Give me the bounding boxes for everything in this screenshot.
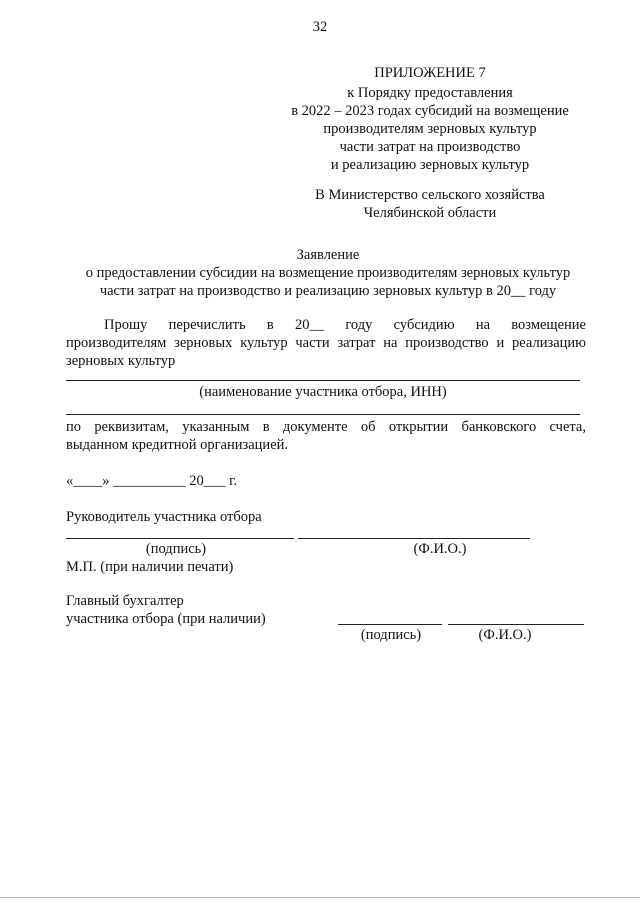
body-text-line: производителям зерновых культур части затрат на производство и реализацию	[66, 335, 586, 351]
appendix-line: части затрат на производство	[339, 139, 521, 155]
appendix-title: ПРИЛОЖЕНИЕ 7	[374, 65, 486, 81]
application-subtitle-line: о предоставлении субсидии на возмещение производителям зерновых культур	[85, 265, 571, 281]
appendix-line: в 2022 – 2023 годах субсидий на возмещение	[291, 103, 569, 119]
head-fio-caption: (Ф.И.О.)	[413, 541, 467, 557]
participant-extra-line	[66, 414, 580, 415]
page-bottom-edge	[0, 897, 640, 898]
head-signature-line	[66, 538, 294, 539]
addressee-line: Челябинской области	[363, 205, 497, 221]
body-text-line: Прошу перечислить в 20__ году субсидию на возмещение	[104, 317, 586, 333]
accountant-fio-line	[448, 624, 584, 625]
appendix-line: производителям зерновых культур	[323, 121, 537, 137]
application-subtitle-line: части затрат на производство и реализацию зерновых культур в 20__ году	[99, 283, 557, 299]
head-signature-caption: (подпись)	[145, 541, 207, 557]
details-text-line: по реквизитам, указанным в документе об открытии банковского счета,	[66, 419, 586, 435]
appendix-line: и реализацию зерновых культур	[330, 157, 530, 173]
application-title: Заявление	[296, 247, 360, 263]
accountant-signature-line	[338, 624, 442, 625]
accountant-signature-caption: (подпись)	[360, 627, 422, 643]
accountant-label-line: участника отбора (при наличии)	[66, 611, 266, 627]
addressee-line: В Министерство сельского хозяйства	[315, 187, 545, 203]
appendix-line: к Порядку предоставления	[347, 85, 513, 101]
participant-caption: (наименование участника отбора, ИНН)	[199, 384, 447, 400]
date-line: «____» __________ 20___ г.	[66, 473, 238, 489]
body-text-line: зерновых культур	[66, 353, 176, 369]
accountant-label-line: Главный бухгалтер	[66, 593, 184, 609]
details-text-line: выданном кредитной организацией.	[66, 437, 289, 453]
head-label: Руководитель участника отбора	[66, 509, 262, 525]
page-number: 32	[312, 19, 328, 35]
participant-name-line	[66, 380, 580, 381]
head-fio-line	[298, 538, 530, 539]
stamp-note: М.П. (при наличии печати)	[66, 559, 234, 575]
accountant-fio-caption: (Ф.И.О.)	[478, 627, 532, 643]
